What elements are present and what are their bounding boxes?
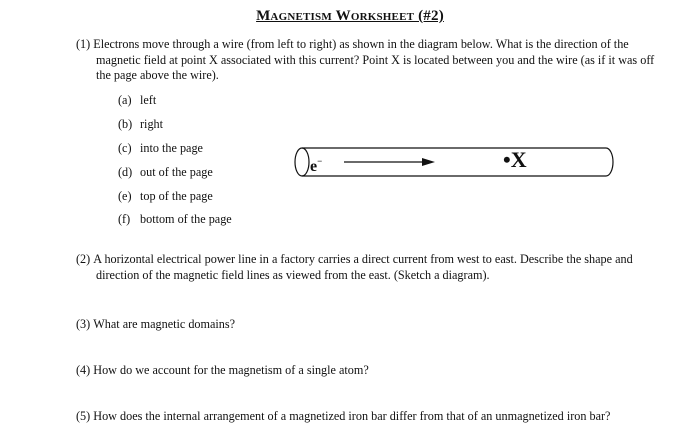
question-3-number: (3) <box>76 317 91 331</box>
question-3-text: What are magnetic domains? <box>93 317 236 331</box>
option-e-text: top of the page <box>140 189 213 203</box>
option-b-text: right <box>140 117 164 131</box>
question-5-text: How does the internal arrangement of a magnetized iron bar differ from that of an unmagnetized iron bar? <box>93 409 611 423</box>
point-letter: X <box>510 147 527 172</box>
question-4 <box>76 363 666 379</box>
option-f-text: bottom of the page <box>140 212 232 226</box>
option-b-letter: (b) <box>118 117 133 131</box>
wire-outline <box>295 148 613 176</box>
question-3 <box>76 317 666 333</box>
option-a-letter: (a) <box>118 93 132 107</box>
option-c-letter: (c) <box>118 141 132 155</box>
option-b <box>118 117 163 132</box>
question-4-number: (4) <box>76 363 91 377</box>
option-e-letter: (e) <box>118 189 132 203</box>
option-e <box>118 189 213 204</box>
current-arrow-head <box>422 158 435 166</box>
electron-label <box>310 153 322 175</box>
option-c-text: into the page <box>140 141 203 155</box>
option-d-text: out of the page <box>140 165 213 179</box>
point-x-label <box>503 149 527 171</box>
question-1-number: (1) <box>76 37 91 51</box>
electron-symbol: e <box>310 158 318 175</box>
worksheet-title: Magnetism Worksheet (#2) <box>256 8 444 24</box>
question-1-text: Electrons move through a wire (from left to right) as shown in the diagram below. What is the direction of the magnetic field at point X associated with this current? Point X is located between you and the wire (as if it was off the page above the wire). <box>93 37 655 82</box>
question-2-text: A horizontal electrical power line in a factory carries a direct current from west to east. Describe the shape and direction of the magnetic field lines as viewed from the east. (Sketch a diagram). <box>93 252 633 282</box>
option-d <box>118 165 213 180</box>
option-c <box>118 141 203 156</box>
question-1 <box>76 37 666 84</box>
wire-drawing <box>290 146 620 178</box>
option-a <box>118 93 156 108</box>
question-2 <box>76 252 666 283</box>
option-d-letter: (d) <box>118 165 133 179</box>
option-f-letter: (f) <box>118 212 131 226</box>
option-f <box>118 212 232 227</box>
point-marker: • <box>503 147 511 172</box>
question-5-number: (5) <box>76 409 91 423</box>
electron-charge: − <box>317 156 323 166</box>
question-2-number: (2) <box>76 252 91 266</box>
option-a-text: left <box>140 93 157 107</box>
question-5 <box>76 409 666 425</box>
question-4-text: How do we account for the magnetism of a single atom? <box>93 363 369 377</box>
wire-left-end <box>302 148 309 176</box>
wire-diagram <box>290 146 620 178</box>
